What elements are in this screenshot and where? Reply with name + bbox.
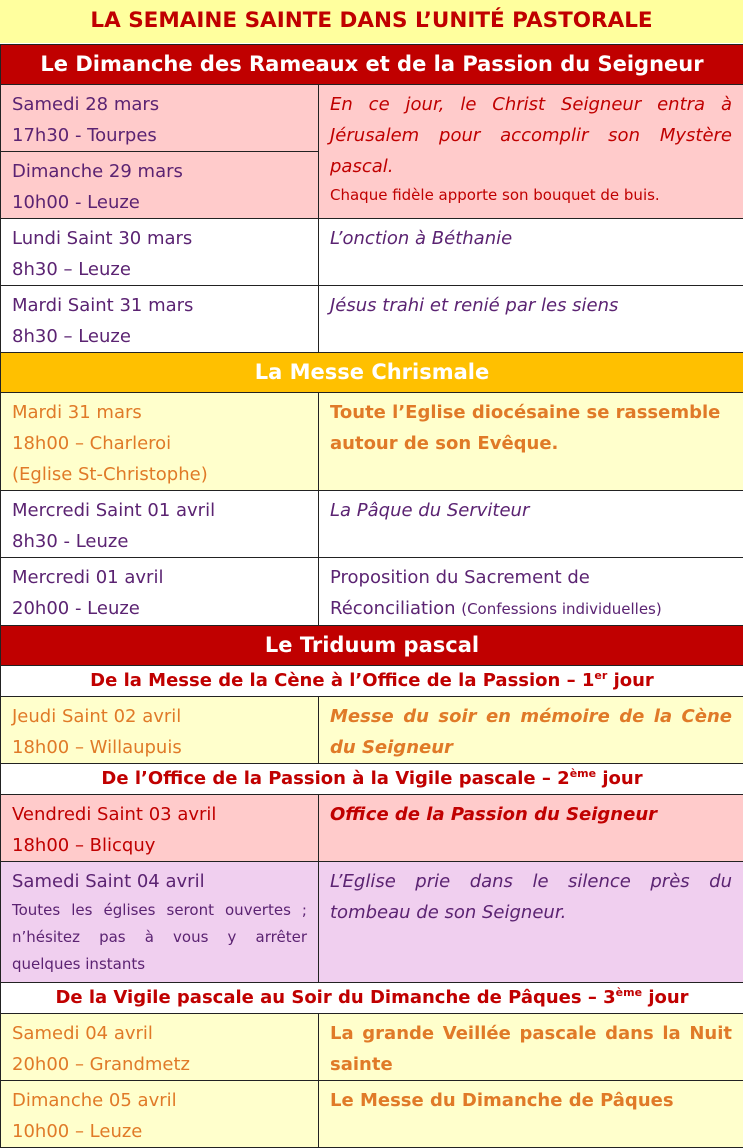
description-cell: Toute l’Eglise diocésaine se rassemble autour de son Evêque.: [319, 393, 743, 491]
table-row: [1, 491, 743, 558]
date-text: Vendredi Saint 03 avril: [12, 799, 307, 830]
date-text: Jeudi Saint 02 avril: [12, 701, 307, 732]
table-row: [1, 286, 743, 353]
date-cell: [1, 393, 319, 491]
date-cell: [1, 152, 319, 219]
description-cell: Messe du soir en mémoire de la Cène du Seigneur: [319, 697, 743, 764]
date-cell: [1, 862, 319, 983]
time-place-text: 20h00 – Grandmetz: [12, 1049, 307, 1080]
subsection-text: De l’Office de la Passion à la Vigile pascale – 2: [101, 768, 569, 789]
table-row: [1, 393, 743, 491]
date-text: Mardi Saint 31 mars: [12, 290, 307, 321]
schedule-table: [0, 44, 743, 1148]
date-cell: [1, 1081, 319, 1148]
date-cell: [1, 697, 319, 764]
date-text: Samedi 04 avril: [12, 1018, 307, 1049]
subsection-header-day1: [1, 666, 743, 697]
page-title: LA SEMAINE SAINTE DANS L’UNITÉ PASTORALE: [0, 0, 743, 44]
description-cell: L’onction à Béthanie: [319, 219, 743, 286]
time-place-text: 18h00 – Blicquy: [12, 830, 307, 861]
description-cell: La Pâque du Serviteur: [319, 491, 743, 558]
date-text: Mardi 31 mars: [12, 397, 307, 428]
description-text-line2: [330, 593, 732, 625]
description-cell: Office de la Passion du Seigneur: [319, 795, 743, 862]
time-place-text: 17h30 - Tourpes: [12, 120, 307, 151]
note-text: Chaque fidèle apporte son bouquet de buis.: [330, 182, 732, 208]
subsection-title: [1, 666, 743, 697]
time-place-text: 18h00 – Willaupuis: [12, 732, 307, 763]
date-text: Samedi 28 mars: [12, 89, 307, 120]
time-place-text: 20h00 - Leuze: [12, 593, 307, 624]
description-cell: L’Eglise prie dans le silence près du tombeau de son Seigneur.: [319, 862, 743, 983]
section-title: Le Triduum pascal: [1, 626, 743, 666]
table-row: [1, 697, 743, 764]
subsection-text: De la Messe de la Cène à l’Office de la Passion – 1: [90, 670, 594, 691]
subsection-title: [1, 983, 743, 1014]
table-row: [1, 862, 743, 983]
subsection-header-day2: [1, 764, 743, 795]
ordinal-sup: ème: [570, 767, 596, 780]
subsection-header-day3: [1, 983, 743, 1014]
subsection-text: De la Vigile pascale au Soir du Dimanche de Pâques – 3: [55, 987, 615, 1008]
subsection-suffix: jour: [607, 670, 654, 691]
ordinal-sup: er: [594, 669, 607, 682]
subsection-suffix: jour: [642, 987, 689, 1008]
time-place-text: 10h00 – Leuze: [12, 1116, 307, 1147]
description-text: Proposition du Sacrement de: [330, 562, 732, 593]
section-header-triduum: [1, 626, 743, 666]
table-row: [1, 1081, 743, 1148]
date-cell: [1, 1014, 319, 1081]
section-header-rameaux: [1, 45, 743, 85]
date-text: Dimanche 05 avril: [12, 1085, 307, 1116]
description-text: En ce jour, le Christ Seigneur entra à Jérusalem pour accomplir son Mystère pascal.: [330, 89, 732, 182]
date-cell: [1, 85, 319, 152]
time-place-text: 10h00 - Leuze: [12, 187, 307, 218]
subsection-title: [1, 764, 743, 795]
description-text: Réconciliation: [330, 598, 456, 619]
section-title: La Messe Chrismale: [1, 353, 743, 393]
time-place-text: 8h30 – Leuze: [12, 254, 307, 285]
description-cell: [319, 85, 743, 219]
description-cell: La grande Veillée pascale dans la Nuit sainte: [319, 1014, 743, 1081]
description-cell: [319, 558, 743, 626]
table-row: [1, 1014, 743, 1081]
date-text: Samedi Saint 04 avril: [12, 866, 307, 897]
table-row: [1, 795, 743, 862]
place-text: (Eglise St-Christophe): [12, 459, 307, 490]
section-title: Le Dimanche des Rameaux et de la Passion du Seigneur: [1, 45, 743, 85]
date-cell: [1, 219, 319, 286]
time-place-text: 8h30 - Leuze: [12, 526, 307, 557]
time-place-text: 18h00 – Charleroi: [12, 428, 307, 459]
ordinal-sup: ème: [616, 986, 642, 999]
description-cell: Le Messe du Dimanche de Pâques: [319, 1081, 743, 1148]
table-row: [1, 85, 743, 152]
date-text: Mercredi Saint 01 avril: [12, 495, 307, 526]
date-text: Lundi Saint 30 mars: [12, 223, 307, 254]
subsection-suffix: jour: [596, 768, 643, 789]
note-text: Toutes les églises seront ouvertes ; n’hésitez pas à vous y arrêter quelques instants: [12, 897, 307, 978]
note-text: (Confessions individuelles): [461, 600, 661, 618]
table-row: [1, 558, 743, 626]
date-cell: [1, 491, 319, 558]
date-text: Dimanche 29 mars: [12, 156, 307, 187]
date-text: Mercredi 01 avril: [12, 562, 307, 593]
section-header-chrismale: [1, 353, 743, 393]
date-cell: [1, 558, 319, 626]
table-row: [1, 219, 743, 286]
description-cell: Jésus trahi et renié par les siens: [319, 286, 743, 353]
date-cell: [1, 286, 319, 353]
time-place-text: 8h30 – Leuze: [12, 321, 307, 352]
date-cell: [1, 795, 319, 862]
